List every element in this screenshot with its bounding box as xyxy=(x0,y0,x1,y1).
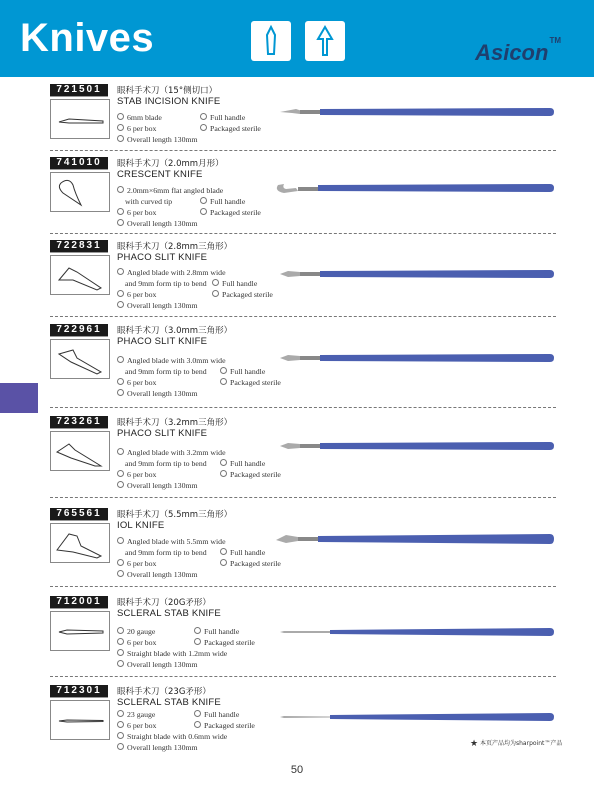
product-name-en: PHACO SLIT KNIFE xyxy=(117,428,208,439)
product-name-cn: 眼科手术刀（23G矛形） xyxy=(117,687,211,697)
product-code: 741010 xyxy=(50,157,108,169)
divider xyxy=(50,336,108,337)
spec-item: Angled blade with 3.2mm wide xyxy=(117,448,226,458)
product-name-en: IOL KNIFE xyxy=(117,520,165,531)
spec-item: Full handle xyxy=(220,367,265,377)
spec-item: Straight blade with 1.2mm wide xyxy=(117,649,227,659)
spec-item: Packaged sterile xyxy=(212,290,273,300)
divider xyxy=(50,233,556,234)
spec-item: Packaged sterile xyxy=(194,721,255,731)
knife-photo xyxy=(270,266,560,287)
blade-thumbnail xyxy=(50,339,110,379)
product-code: 765561 xyxy=(50,508,108,520)
product-name-cn: 眼科手术刀（3.0mm三角形） xyxy=(117,326,233,336)
spec-item: Packaged sterile xyxy=(200,208,261,218)
product-name-en: PHACO SLIT KNIFE xyxy=(117,252,208,263)
product-name-en: SCLERAL STAB KNIFE xyxy=(117,697,221,708)
spec-item: 6 per box xyxy=(117,470,156,480)
brand-logo: Asicon™ xyxy=(475,36,561,65)
divider xyxy=(50,150,556,151)
divider xyxy=(50,676,556,677)
product-code: 723261 xyxy=(50,416,108,428)
spec-item: and 9mm form tip to bend xyxy=(125,459,207,468)
spec-item: 6 per box xyxy=(117,721,156,731)
spec-item: 6mm blade xyxy=(117,113,162,123)
spec-item: 20 gauge xyxy=(117,627,155,637)
product-name-cn: 眼科手术刀（20G矛形） xyxy=(117,598,211,608)
divider xyxy=(50,169,108,170)
product-name-en: SCLERAL STAB KNIFE xyxy=(117,608,221,619)
blade-thumbnail xyxy=(50,523,110,563)
product-code: 722961 xyxy=(50,324,108,336)
spec-item: 6 per box xyxy=(117,559,156,569)
knife-tip-icon xyxy=(251,21,291,61)
knife-photo xyxy=(270,709,560,730)
spec-item: Overall length 130mm xyxy=(117,481,198,491)
blade-thumbnail xyxy=(50,172,110,212)
product-name-cn: 眼科手术刀（15°侧切口） xyxy=(117,86,218,96)
spec-item: Full handle xyxy=(220,548,265,558)
spec-item: with curved tip xyxy=(125,197,173,206)
page-header xyxy=(0,0,594,77)
blade-thumbnail xyxy=(50,99,110,139)
product-name-en: CRESCENT KNIFE xyxy=(117,169,203,180)
spec-item: 6 per box xyxy=(117,290,156,300)
knife-photo xyxy=(270,350,560,371)
spec-item: 6 per box xyxy=(117,378,156,388)
spec-item: Angled blade with 2.8mm wide xyxy=(117,268,226,278)
spec-item: Packaged sterile xyxy=(220,470,281,480)
spec-item: and 9mm form tip to bend xyxy=(125,548,207,557)
spec-item: and 9mm form tip to bend xyxy=(125,367,207,376)
spec-item: Straight blade with 0.6mm wide xyxy=(117,732,227,742)
blade-thumbnail xyxy=(50,611,110,651)
divider xyxy=(50,428,108,429)
spec-item: Overall length 130mm xyxy=(117,301,198,311)
spec-item: Overall length 130mm xyxy=(117,389,198,399)
spec-item: 2.0mm×6mm flat angled blade xyxy=(117,186,223,196)
product-name-cn: 眼科手术刀（2.8mm三角形） xyxy=(117,242,233,252)
spec-item: Packaged sterile xyxy=(220,559,281,569)
product-code: 721501 xyxy=(50,84,108,96)
spear-tip-icon xyxy=(305,21,345,61)
product-name-cn: 眼科手术刀（3.2mm三角形） xyxy=(117,418,233,428)
divider xyxy=(50,586,556,587)
spec-item: Full handle xyxy=(200,197,245,207)
page-number: 50 xyxy=(290,764,304,776)
divider xyxy=(50,520,108,521)
product-code: 722831 xyxy=(50,240,108,252)
knife-photo xyxy=(270,179,560,202)
spec-item: Overall length 130mm xyxy=(117,660,198,670)
spec-item: Full handle xyxy=(194,710,239,720)
spec-item: Full handle xyxy=(212,279,257,289)
page-title: Knives xyxy=(20,16,155,60)
divider xyxy=(50,316,556,317)
product-name-cn: 眼科手术刀（2.0mm月形） xyxy=(117,159,224,169)
spec-item: 23 gauge xyxy=(117,710,155,720)
product-name-en: STAB INCISION KNIFE xyxy=(117,96,221,107)
divider xyxy=(50,252,108,253)
star-icon: ★ xyxy=(470,739,479,749)
spec-item: Overall length 130mm xyxy=(117,743,198,753)
knife-photo xyxy=(270,624,560,645)
blade-thumbnail xyxy=(50,255,110,295)
knife-photo xyxy=(270,438,560,459)
divider xyxy=(50,697,108,698)
product-name-en: PHACO SLIT KNIFE xyxy=(117,336,208,347)
product-code: 712001 xyxy=(50,596,108,608)
product-code: 712301 xyxy=(50,685,108,697)
spec-item: Full handle xyxy=(194,627,239,637)
spec-item: Overall length 130mm xyxy=(117,135,198,145)
footer-note: ★ 本页产品均为sharpoint™产品 xyxy=(470,739,563,749)
product-name-cn: 眼科手术刀（5.5mm三角形） xyxy=(117,510,233,520)
spec-item: Packaged sterile xyxy=(200,124,261,134)
spec-item: Angled blade with 3.0mm wide xyxy=(117,356,226,366)
blade-thumbnail xyxy=(50,700,110,740)
spec-item: Packaged sterile xyxy=(194,638,255,648)
knife-photo xyxy=(270,530,560,553)
spec-item: 6 per box xyxy=(117,638,156,648)
spec-item: and 9mm form tip to bend xyxy=(125,279,207,288)
divider xyxy=(50,407,556,408)
divider xyxy=(50,497,556,498)
section-tab xyxy=(0,383,38,413)
spec-item: 6 per box xyxy=(117,208,156,218)
spec-item: Packaged sterile xyxy=(220,378,281,388)
spec-item: 6 per box xyxy=(117,124,156,134)
spec-item: Overall length 130mm xyxy=(117,219,198,229)
blade-thumbnail xyxy=(50,431,110,471)
spec-item: Overall length 130mm xyxy=(117,570,198,580)
divider xyxy=(50,608,108,609)
knife-photo xyxy=(270,104,560,125)
spec-item: Angled blade with 5.5mm wide xyxy=(117,537,226,547)
spec-item: Full handle xyxy=(200,113,245,123)
spec-item: Full handle xyxy=(220,459,265,469)
divider xyxy=(50,96,108,97)
